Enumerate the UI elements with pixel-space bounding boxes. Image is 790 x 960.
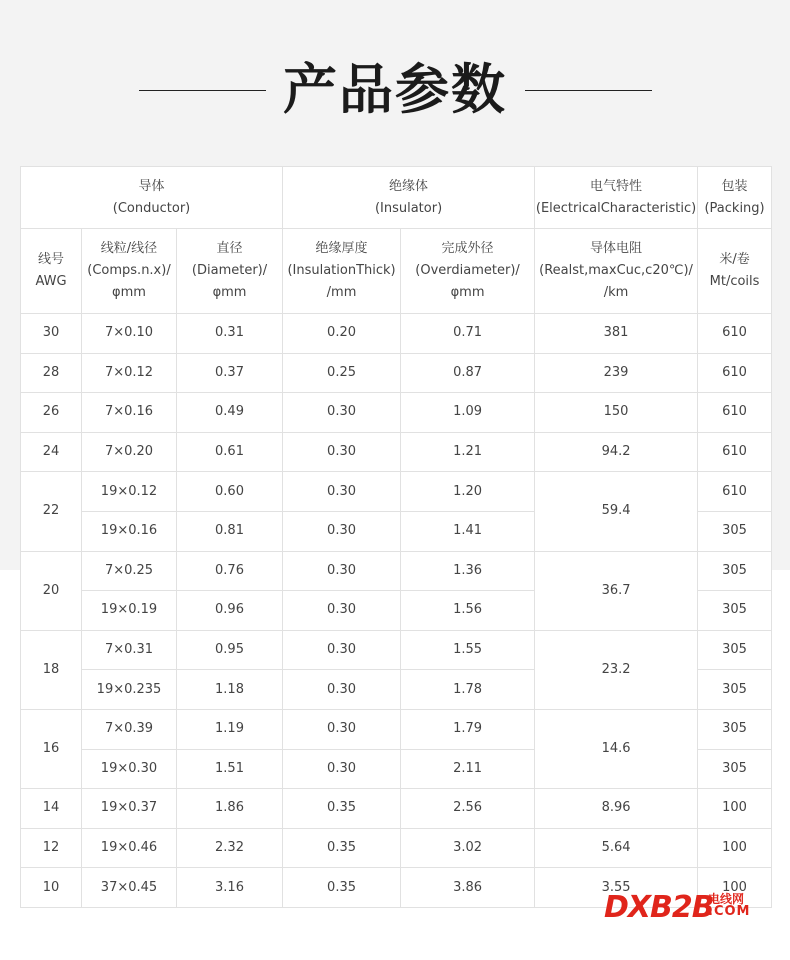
cell-diameter: 0.60 bbox=[177, 472, 283, 512]
cell-thick: 0.20 bbox=[283, 314, 401, 354]
cell-thick: 0.30 bbox=[283, 551, 401, 591]
cell-comps: 7×0.31 bbox=[82, 630, 177, 670]
cell-resist: 239 bbox=[535, 353, 698, 393]
cell-coils: 100 bbox=[698, 828, 772, 868]
cell-thick: 0.30 bbox=[283, 591, 401, 631]
cell-overdia: 2.11 bbox=[401, 749, 535, 789]
page-title: 产品参数 bbox=[283, 58, 507, 121]
cell-overdia: 1.55 bbox=[401, 630, 535, 670]
table-row bbox=[21, 393, 772, 433]
cell-diameter: 2.32 bbox=[177, 828, 283, 868]
title-block bbox=[0, 50, 790, 130]
cell-diameter: 1.86 bbox=[177, 789, 283, 829]
cell-diameter: 0.61 bbox=[177, 432, 283, 472]
cell-overdia: 1.56 bbox=[401, 591, 535, 631]
cell-awg: 30 bbox=[21, 314, 82, 354]
cell-thick: 0.30 bbox=[283, 472, 401, 512]
cell-thick: 0.35 bbox=[283, 828, 401, 868]
cell-comps: 37×0.45 bbox=[82, 868, 177, 908]
cell-awg: 10 bbox=[21, 868, 82, 908]
cell-diameter: 0.49 bbox=[177, 393, 283, 433]
cell-resist: 14.6 bbox=[535, 709, 698, 788]
spec-table bbox=[20, 166, 772, 908]
watermark-logo bbox=[604, 890, 754, 926]
cell-awg: 12 bbox=[21, 828, 82, 868]
cell-coils: 610 bbox=[698, 353, 772, 393]
col-diameter: 直径 (Diameter)/ φmm bbox=[177, 229, 283, 314]
table-row bbox=[21, 353, 772, 393]
cell-thick: 0.30 bbox=[283, 709, 401, 749]
cell-coils: 305 bbox=[698, 709, 772, 749]
cell-awg: 22 bbox=[21, 472, 82, 551]
table-row bbox=[21, 472, 772, 512]
cell-overdia: 1.41 bbox=[401, 511, 535, 551]
table-row bbox=[21, 314, 772, 354]
cell-diameter: 0.76 bbox=[177, 551, 283, 591]
cell-diameter: 3.16 bbox=[177, 868, 283, 908]
cell-coils: 100 bbox=[698, 789, 772, 829]
cell-thick: 0.25 bbox=[283, 353, 401, 393]
cell-comps: 19×0.235 bbox=[82, 670, 177, 710]
cell-overdia: 0.71 bbox=[401, 314, 535, 354]
cell-resist: 150 bbox=[535, 393, 698, 433]
cell-comps: 7×0.25 bbox=[82, 551, 177, 591]
cell-resist: 5.64 bbox=[535, 828, 698, 868]
cell-thick: 0.30 bbox=[283, 393, 401, 433]
cell-comps: 19×0.46 bbox=[82, 828, 177, 868]
cell-overdia: 0.87 bbox=[401, 353, 535, 393]
table-row bbox=[21, 551, 772, 591]
cell-overdia: 1.36 bbox=[401, 551, 535, 591]
cell-thick: 0.35 bbox=[283, 789, 401, 829]
cell-thick: 0.30 bbox=[283, 630, 401, 670]
cell-awg: 20 bbox=[21, 551, 82, 630]
cell-resist: 381 bbox=[535, 314, 698, 354]
cell-resist: 3.55 bbox=[535, 868, 698, 908]
cell-diameter: 1.19 bbox=[177, 709, 283, 749]
col-resist: 导体电阻 (Realst,maxCuc,c20℃)/ /km bbox=[535, 229, 698, 314]
cell-thick: 0.30 bbox=[283, 511, 401, 551]
cell-coils: 305 bbox=[698, 591, 772, 631]
cell-resist: 59.4 bbox=[535, 472, 698, 551]
col-comps: 线粒/线径 (Comps.n.x)/ φmm bbox=[82, 229, 177, 314]
cell-diameter: 0.96 bbox=[177, 591, 283, 631]
cell-coils: 305 bbox=[698, 630, 772, 670]
cell-thick: 0.30 bbox=[283, 749, 401, 789]
watermark-com: .COM bbox=[708, 904, 751, 919]
cell-resist: 23.2 bbox=[535, 630, 698, 709]
cell-thick: 0.35 bbox=[283, 868, 401, 908]
cell-diameter: 1.51 bbox=[177, 749, 283, 789]
cell-overdia: 1.09 bbox=[401, 393, 535, 433]
cell-awg: 14 bbox=[21, 789, 82, 829]
table-row bbox=[21, 789, 772, 829]
cell-awg: 26 bbox=[21, 393, 82, 433]
cell-diameter: 0.31 bbox=[177, 314, 283, 354]
cell-comps: 19×0.30 bbox=[82, 749, 177, 789]
cell-overdia: 1.21 bbox=[401, 432, 535, 472]
col-overdia: 完成外径 (Overdiameter)/ φmm bbox=[401, 229, 535, 314]
col-thick: 绝缘厚度 (InsulationThick) /mm bbox=[283, 229, 401, 314]
cell-coils: 610 bbox=[698, 314, 772, 354]
table-row bbox=[21, 828, 772, 868]
cell-overdia: 1.20 bbox=[401, 472, 535, 512]
cell-thick: 0.30 bbox=[283, 432, 401, 472]
cell-awg: 16 bbox=[21, 709, 82, 788]
table-row bbox=[21, 630, 772, 670]
watermark-main: DXB2B bbox=[604, 890, 714, 925]
cell-coils: 610 bbox=[698, 432, 772, 472]
col-awg: 线号 AWG bbox=[21, 229, 82, 314]
cell-comps: 19×0.37 bbox=[82, 789, 177, 829]
table-row bbox=[21, 709, 772, 749]
col-coils: 米/卷 Mt/coils bbox=[698, 229, 772, 314]
cell-diameter: 1.18 bbox=[177, 670, 283, 710]
group-electrical: 电气特性 (ElectricalCharacteristic) bbox=[535, 167, 698, 229]
table-row bbox=[21, 432, 772, 472]
cell-thick: 0.30 bbox=[283, 670, 401, 710]
group-insulator: 绝缘体 (Insulator) bbox=[283, 167, 535, 229]
cell-overdia: 3.86 bbox=[401, 868, 535, 908]
cell-overdia: 1.79 bbox=[401, 709, 535, 749]
cell-overdia: 1.78 bbox=[401, 670, 535, 710]
cell-coils: 610 bbox=[698, 472, 772, 512]
cell-coils: 100 bbox=[698, 868, 772, 908]
cell-comps: 7×0.20 bbox=[82, 432, 177, 472]
column-header-row bbox=[21, 229, 772, 314]
group-conductor: 导体 (Conductor) bbox=[21, 167, 283, 229]
cell-comps: 19×0.12 bbox=[82, 472, 177, 512]
group-packing: 包装 (Packing) bbox=[698, 167, 772, 229]
cell-comps: 7×0.12 bbox=[82, 353, 177, 393]
cell-awg: 24 bbox=[21, 432, 82, 472]
cell-coils: 305 bbox=[698, 511, 772, 551]
watermark-cn: 电线网 bbox=[708, 892, 745, 906]
cell-resist: 36.7 bbox=[535, 551, 698, 630]
cell-resist: 94.2 bbox=[535, 432, 698, 472]
cell-awg: 28 bbox=[21, 353, 82, 393]
cell-comps: 7×0.16 bbox=[82, 393, 177, 433]
cell-comps: 7×0.10 bbox=[82, 314, 177, 354]
cell-comps: 19×0.16 bbox=[82, 511, 177, 551]
group-header-row bbox=[21, 167, 772, 229]
cell-resist: 8.96 bbox=[535, 789, 698, 829]
cell-diameter: 0.81 bbox=[177, 511, 283, 551]
cell-coils: 610 bbox=[698, 393, 772, 433]
title-rule-right bbox=[525, 90, 652, 91]
cell-overdia: 3.02 bbox=[401, 828, 535, 868]
cell-overdia: 2.56 bbox=[401, 789, 535, 829]
cell-coils: 305 bbox=[698, 670, 772, 710]
cell-comps: 7×0.39 bbox=[82, 709, 177, 749]
cell-awg: 18 bbox=[21, 630, 82, 709]
cell-diameter: 0.37 bbox=[177, 353, 283, 393]
cell-diameter: 0.95 bbox=[177, 630, 283, 670]
cell-comps: 19×0.19 bbox=[82, 591, 177, 631]
cell-coils: 305 bbox=[698, 749, 772, 789]
cell-coils: 305 bbox=[698, 551, 772, 591]
